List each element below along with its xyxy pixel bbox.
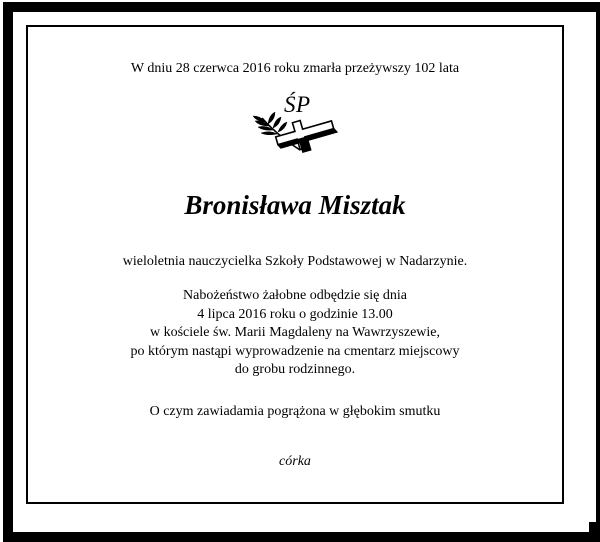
signoff: córka <box>279 454 311 469</box>
deceased-name: Bronisława Misztak <box>184 190 406 220</box>
corner-mark <box>589 522 599 532</box>
service-line: po którym nastąpi wyprowadzenie na cmentarz miejscowy <box>130 343 460 359</box>
intro-line: W dniu 28 czerwca 2016 roku zmarła przeżywszy 102 lata <box>130 61 460 76</box>
service-details <box>28 287 562 380</box>
cross-with-palm-branch-icon <box>248 110 348 162</box>
sp-abbreviation: ŚP <box>284 92 311 117</box>
service-line: 4 lipca 2016 roku o godzinie 13.00 <box>197 306 393 322</box>
obituary-notice <box>28 27 562 502</box>
role-line: wieloletnia nauczycielka Szkoły Podstawowej w Nadarzynie. <box>122 254 468 269</box>
service-line: w kościele św. Marii Magdaleny na Wawrzyszewie, <box>149 325 441 340</box>
sp-emblem <box>248 92 348 162</box>
service-line: Nabożeństwo żałobne odbędzie się dnia <box>183 288 407 303</box>
service-line: do grobu rodzinnego. <box>234 362 356 377</box>
notice-line: O czym zawiadamia pogrążona w głębokim smutku <box>149 404 441 419</box>
